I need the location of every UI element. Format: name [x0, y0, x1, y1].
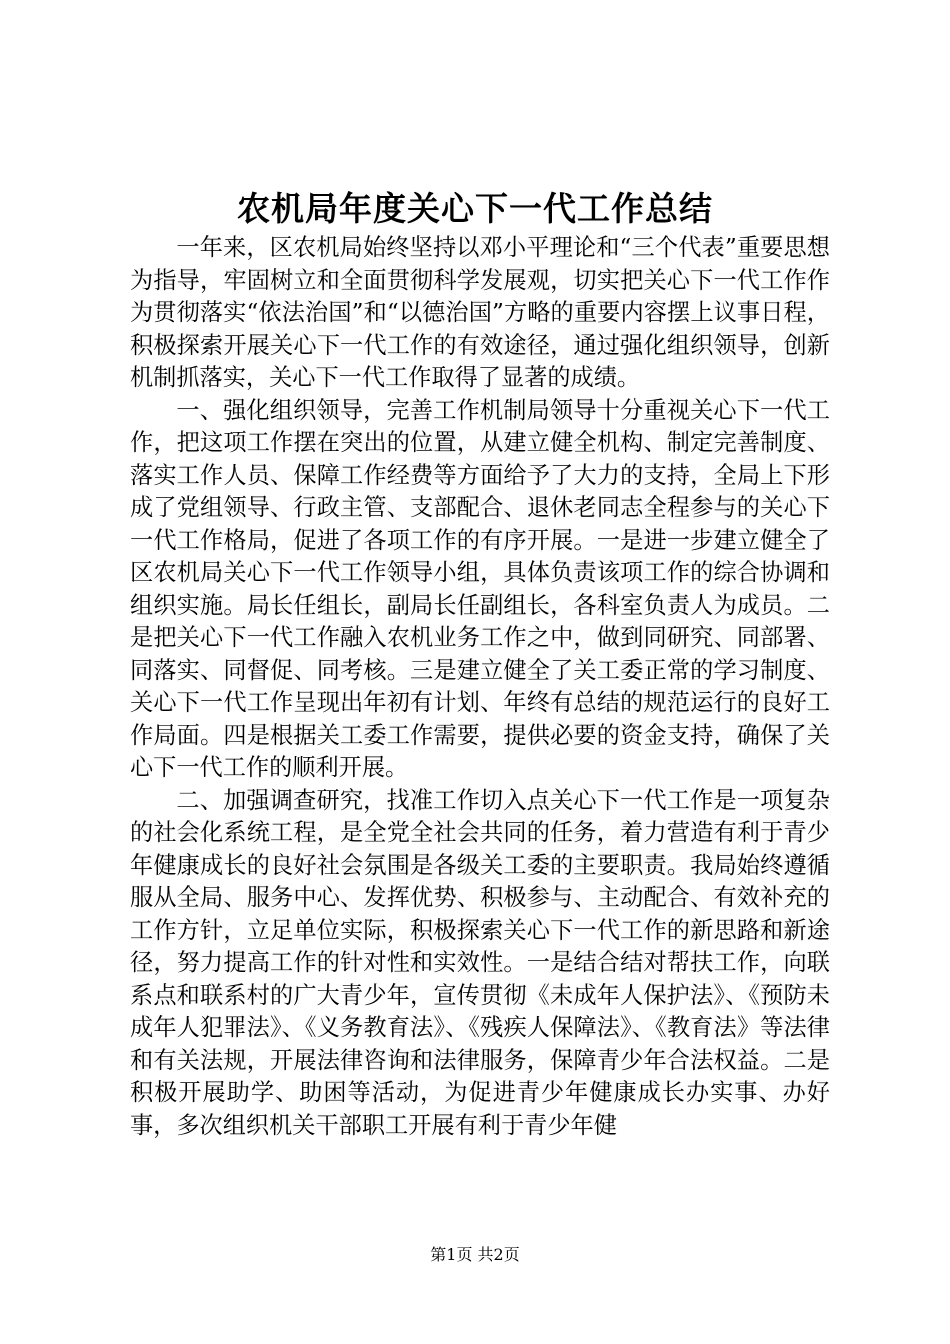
page-footer: 第1页 共2页: [430, 1245, 520, 1264]
document-title: 农机局年度关心下一代工作总结: [237, 189, 713, 228]
paragraph-intro: 一年来，区农机局始终坚持以邓小平理论和“三个代表”重要思想为指导，牢固树立和全面贯彻科学发展观，切实把关心下一代工作作为贯彻落实“依法治国”和“以德治国”方略的重要内容摆上议事日程，积极探索开展关心下一代工作的有效途径，通过强化组织领导，创新机制抓落实，关心下一代工作取得了显著的成绩。: [130, 234, 830, 391]
document-body: [130, 232, 830, 1142]
paragraph-section-2: 二、加强调查研究，找准工作切入点关心下一代工作是一项复杂的社会化系统工程，是全党全社会共同的任务，着力营造有利于青少年健康成长的良好社会氛围是各级关工委的主要职责。我局始终遵循服从全局、服务中心、发挥优势、积极参与、主动配合、有效补充的工作方针，立足单位实际，积极探索关心下一代工作的新思路和新途径，努力提高工作的针对性和实效性。一是结合结对帮扶工作，向联系点和联系村的广大青少年，宣传贯彻《未成年人保护法》、《预防未成年人犯罪法》、《义务教育法》、《残疾人保障法》、《教育法》等法律和有关法规，开展法律咨询和法律服务，保障青少年合法权益。二是积极开展助学、助困等活动，为促进青少年健康成长办实事、办好事，多次组织机关干部职工开展有利于青少年健: [130, 786, 830, 1139]
paragraph-section-1: 一、强化组织领导，完善工作机制局领导十分重视关心下一代工作，把这项工作摆在突出的位置，从建立健全机构、制定完善制度、落实工作人员、保障工作经费等方面给予了大力的支持，全局上下形成了党组领导、行政主管、支部配合、退休老同志全程参与的关心下一代工作格局，促进了各项工作的有序开展。一是进一步建立健全了区农机局关心下一代工作领导小组，具体负责该项工作的综合协调和组织实施。局长任组长，副局长任副组长，各科室负责人为成员。二是把关心下一代工作融入农机业务工作之中，做到同研究、同部署、同落实、同督促、同考核。三是建立健全了关工委正常的学习制度、关心下一代工作呈现出年初有计划、年终有总结的规范运行的良好工作局面。四是根据关工委工作需要，提供必要的资金支持，确保了关心下一代工作的顺利开展。: [130, 396, 830, 781]
